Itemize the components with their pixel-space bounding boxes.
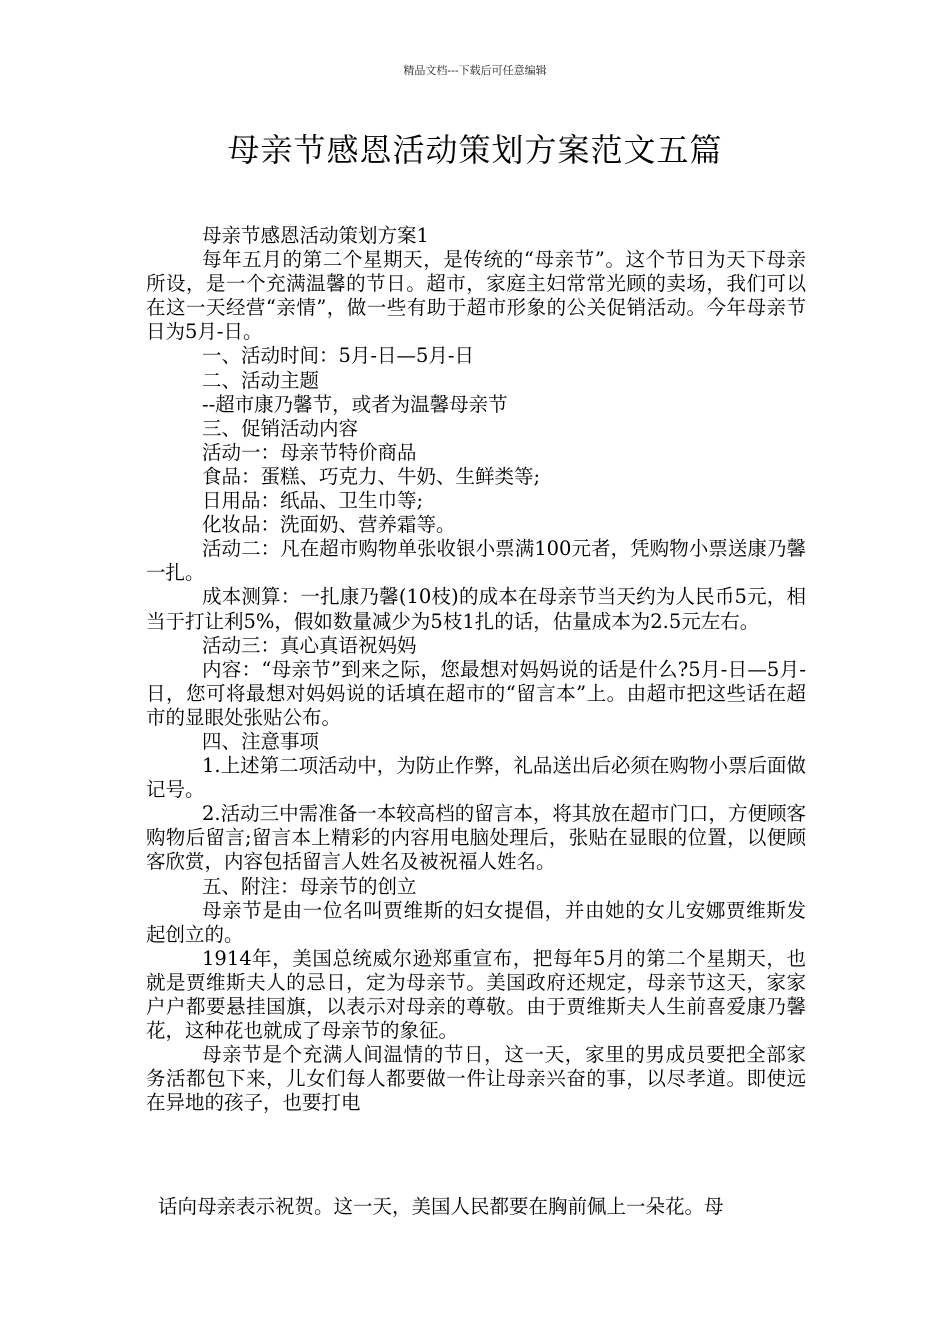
body-paragraph: 二、活动主题 [202, 368, 320, 392]
body-paragraph: 活动二：凡在超市购物单张收银小票满100元者，凭购物小票送康乃馨一扎。 [146, 537, 806, 585]
body-paragraph: 1914年，美国总统威尔逊郑重宣布，把每年5月的第二个星期天，也就是贾维斯夫人的忌日，定为母亲节。美国政府还规定，母亲节这天，家家户户都要悬挂国旗，以表示对母亲的尊敬。由于贾维斯夫人生前喜爱康乃馨花，这种花也就成了母亲节的象征。 [146, 946, 806, 1043]
body-paragraph: 成本测算：一扎康乃馨(10枝)的成本在母亲节当天约为人民币5元，相当于打让利5%，假如数量减少为5枝1扎的话，估量成本为2.5元左右。 [146, 585, 806, 633]
body-paragraph: 四、注意事项 [202, 729, 320, 753]
section-heading: 母亲节感恩活动策划方案1 [202, 224, 429, 247]
body-paragraph: 母亲节是个充满人间温情的节日，这一天，家里的男成员要把全部家务活都包下来，儿女们每人都要做一件让母亲兴奋的事，以尽孝道。即使远在异地的孩子，也要打电 [146, 1043, 806, 1115]
body-paragraph: 1.上述第二项活动中，为防止作弊，礼品送出后必须在购物小票后面做记号。 [146, 754, 806, 802]
body-paragraph: 五、附注：母亲节的创立 [202, 874, 417, 898]
continuation-line: 话向母亲表示祝贺。这一天，美国人民都要在胸前佩上一朵花。母 [158, 1195, 724, 1218]
document-body [146, 224, 806, 1115]
body-paragraph: --超市康乃馨节，或者为温馨母亲节 [202, 392, 508, 416]
body-paragraph: 食品：蛋糕、巧克力、牛奶、生鲜类等; [202, 464, 541, 488]
body-paragraph: 活动一：母亲节特价商品 [202, 440, 417, 464]
body-paragraph: 2.活动三中需准备一本较高档的留言本，将其放在超市门口，方便顾客购物后留言;留言本上精彩的内容用电脑处理后，张贴在显眼的位置，以便顾客欣赏，内容包括留言人姓名及被祝福人姓名。 [146, 802, 806, 874]
body-paragraph: 三、促销活动内容 [202, 416, 359, 440]
page-header-note: 精品文档---下载后可任意编辑 [403, 64, 547, 77]
body-paragraph: 活动三：真心真语祝妈妈 [202, 633, 417, 657]
body-paragraph: 日用品：纸品、卫生巾等; [202, 489, 424, 513]
body-paragraph: 每年五月的第二个星期天，是传统的“母亲节”。这个节日为天下母亲所设，是一个充满温馨的节日。超市，家庭主妇常常光顾的卖场，我们可以在这一天经营“亲情”，做一些有助于超市形象的公关促销活动。今年母亲节日为5月-日。 [146, 248, 806, 344]
body-paragraph: 母亲节是由一位名叫贾维斯的妇女提倡，并由她的女儿安娜贾维斯发起创立的。 [146, 898, 806, 946]
body-paragraph: 化妆品：洗面奶、营养霜等。 [202, 513, 456, 537]
body-paragraph: 内容：“母亲节”到来之际，您最想对妈妈说的话是什么?5月-日—5月-日，您可将最想对妈妈说的话填在超市的“留言本”上。由超市把这些话在超市的显眼处张贴公布。 [146, 657, 806, 729]
document-title: 母亲节感恩活动策划方案范文五篇 [227, 131, 723, 169]
body-paragraph: 一、活动时间：5月-日—5月-日 [202, 344, 474, 368]
